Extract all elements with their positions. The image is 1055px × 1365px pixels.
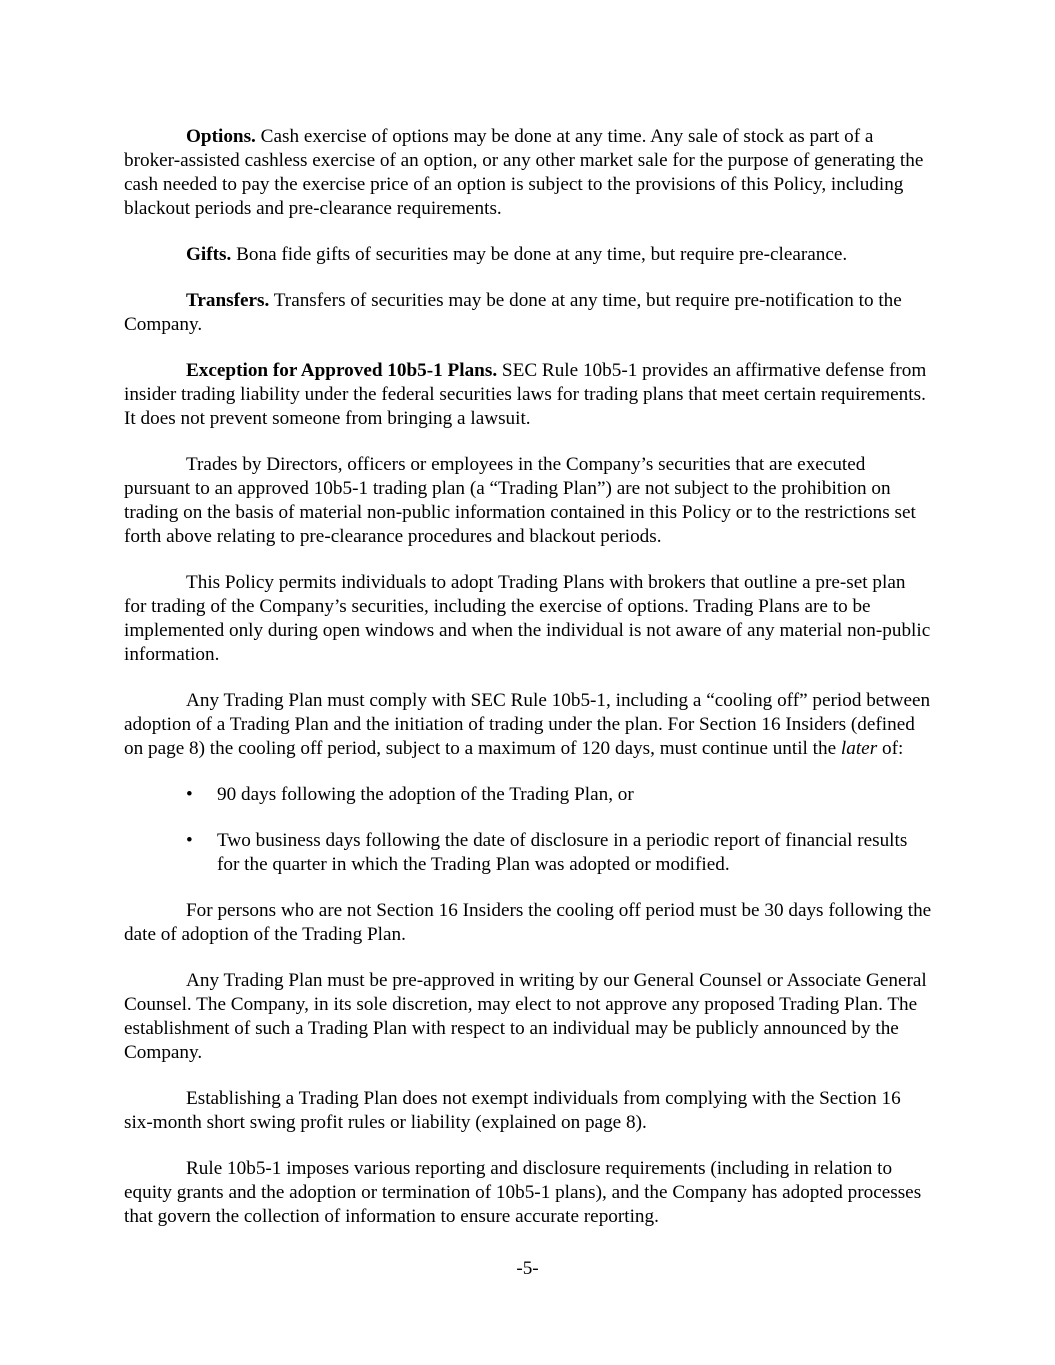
- comply-text-before: Any Trading Plan must comply with SEC Rule 10b5-1, including a “cooling off” period between adoption of a Trading Plan and the initiation of trading under the plan. For Section 16 Insiders (defined on page 8) the cooling off period, subject to a maximum of 120 days, must continue until the: [124, 690, 931, 759]
- exception-text: SEC Rule 10b5-1 provides an affirmative defense from insider trading liability under the federal securities laws for trading plans that meet certain requirements. It does not prevent someone from bringing a lawsuit.: [124, 360, 927, 429]
- transfers-paragraph: [124, 289, 932, 337]
- establishing-paragraph: Establishing a Trading Plan does not exempt individuals from complying with the Section 16 six-month short swing profit rules or liability (explained on page 8).: [124, 1088, 901, 1133]
- options-paragraph: [124, 125, 932, 221]
- list-item: [124, 783, 932, 807]
- gifts-text: Bona fide gifts of securities may be done at any time, but require pre-clearance.: [231, 244, 848, 265]
- exception-paragraph: [124, 359, 932, 431]
- trades-paragraph: Trades by Directors, officers or employees in the Company’s securities that are executed pursuant to an approved 10b5-1 trading plan (a “Trading Plan”) are not subject to the prohibition on trading on the basis of material non-public information contained in this Policy or to the restrictions set forth above relating to pre-clearance procedures and blackout periods.: [124, 454, 916, 547]
- comply-emphasis: later: [840, 738, 878, 759]
- reporting-paragraph: Rule 10b5-1 imposes various reporting and disclosure requirements (including in relation to equity grants and the adoption or termination of 10b5-1 plans), and the Company has adopted processes that govern the collection of information to ensure accurate reporting.: [124, 1158, 922, 1227]
- options-heading: Options.: [186, 126, 256, 147]
- exception-heading: Exception for Approved 10b5-1 Plans.: [186, 360, 498, 381]
- list-item-text: 90 days following the adoption of the Trading Plan, or: [217, 784, 634, 805]
- transfers-text: Transfers of securities may be done at any time, but require pre-notification to the Company.: [124, 290, 902, 335]
- options-text: Cash exercise of options may be done at any time. Any sale of stock as part of a broker-assisted cashless exercise of an option, or any other market sale for the purpose of generating the cash needed to pay the exercise price of an option is subject to the provisions of this Policy, including blackout periods and pre-clearance requirements.: [124, 126, 924, 219]
- gifts-paragraph: [124, 243, 932, 267]
- preapproved-paragraph: Any Trading Plan must be pre-approved in writing by our General Counsel or Associate General Counsel. The Company, in its sole discretion, may elect to not approve any proposed Trading Plan. The establishment of such a Trading Plan with respect to an individual may be publicly announced by the Company.: [124, 970, 927, 1063]
- document-page: [124, 125, 932, 1251]
- comply-text-after: of:: [877, 738, 904, 759]
- list-item: [124, 829, 932, 877]
- bullet-icon: •: [186, 830, 193, 851]
- list-item-text: Two business days following the date of disclosure in a periodic report of financial results for the quarter in which the Trading Plan was adopted or modified.: [217, 830, 908, 875]
- transfers-heading: Transfers.: [186, 290, 270, 311]
- comply-paragraph: [124, 689, 932, 761]
- cooling-off-bullet-list: [124, 783, 932, 877]
- page-number: -5-: [516, 1258, 539, 1279]
- bullet-icon: •: [186, 784, 193, 805]
- gifts-heading: Gifts.: [186, 244, 232, 265]
- permits-paragraph: This Policy permits individuals to adopt Trading Plans with brokers that outline a pre-set plan for trading of the Company’s securities, including the exercise of options. Trading Plans are to be implemented only during open windows and when the individual is not aware of any material non-public information.: [124, 572, 931, 665]
- non-insiders-paragraph: For persons who are not Section 16 Insiders the cooling off period must be 30 days following the date of adoption of the Trading Plan.: [124, 900, 932, 945]
